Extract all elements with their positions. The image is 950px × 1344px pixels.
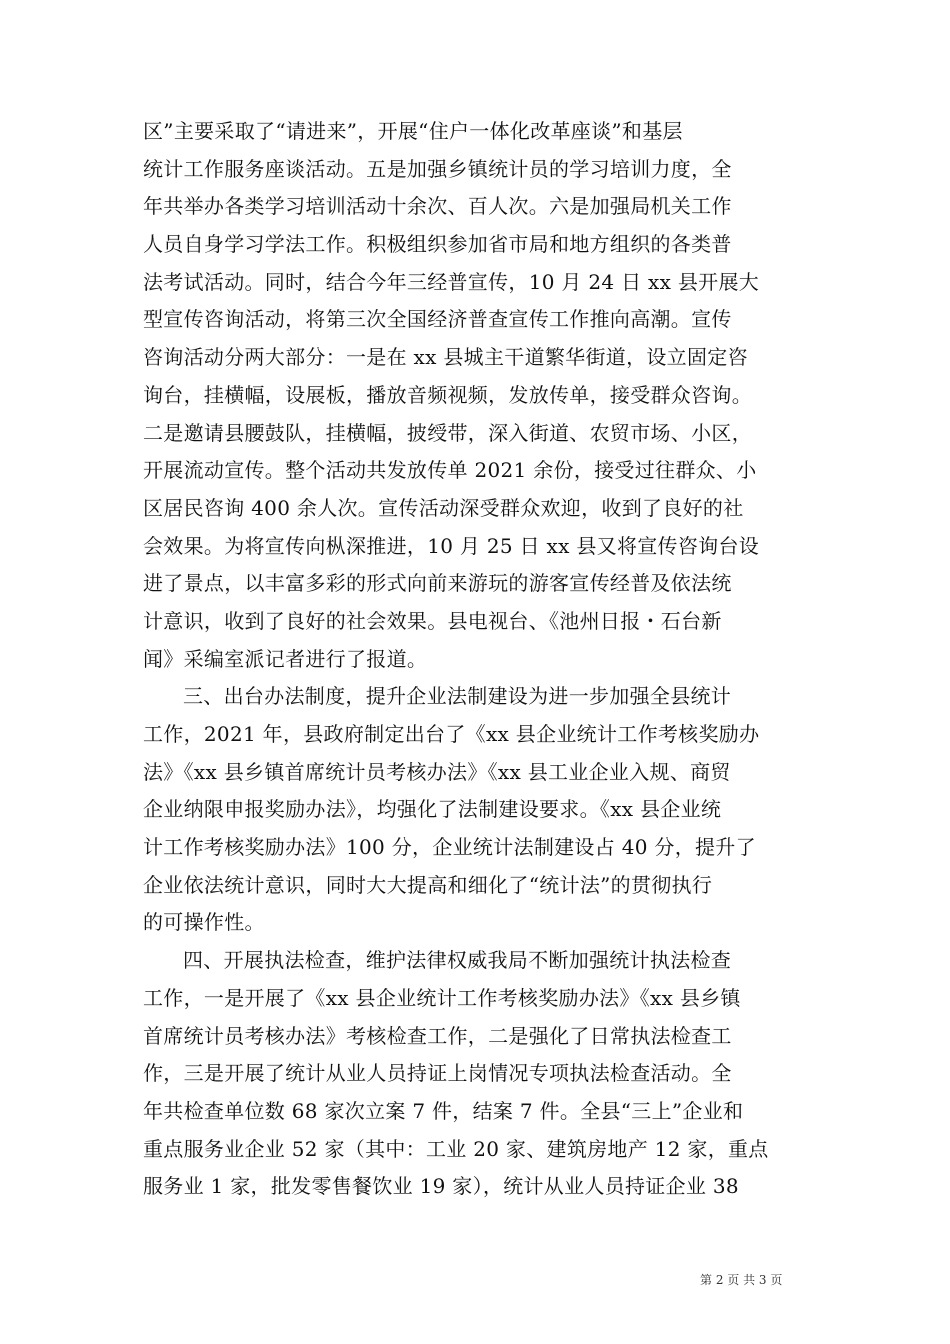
text-line-26: 作，三是开展了统计从业人员持证上岗情况专项执法检查活动。全 (143, 1061, 732, 1086)
text-line-17: 工作，2021 年，县政府制定出台了《xx 县企业统计工作考核奖励办 (143, 722, 760, 746)
text-line-2: 统计工作服务座谈活动。五是加强乡镇统计员的学习培训力度，全 (143, 156, 732, 181)
text-line-18: 法》《xx 县乡镇首席统计员考核办法》《xx 县工业企业入规、商贸 (143, 759, 731, 784)
text-line-20: 计工作考核奖励办法》100 分，企业统计法制建设占 40 分，提升了 (143, 835, 756, 860)
section-heading-four: 四、开展执法检查，维护法律权威我局不断加强统计执法检查 (183, 948, 732, 973)
text-line-14: 计意识，收到了良好的社会效果。县电视台、《池州日报・石台新 (143, 608, 722, 633)
text-line-1: 区”主要采取了“请进来”，开展“住户一体化改革座谈”和基层 (143, 119, 683, 143)
text-line-27: 年共检查单位数 68 家次立案 7 件，结案 7 件。全县“三上”企业和 (143, 1098, 744, 1123)
text-line-10: 开展流动宣传。整个活动共发放传单 2021 余份，接受过往群众、小 (143, 458, 757, 483)
text-line-22: 的可操作性。 (143, 910, 265, 935)
text-line-21: 企业依法统计意识，同时大大提高和细化了“统计法”的贯彻执行 (143, 872, 713, 897)
text-line-9: 二是邀请县腰鼓队，挂横幅，披绶带，深入街道、农贸市场、小区， (143, 420, 752, 445)
text-line-13: 进了景点，以丰富多彩的形式向前来游玩的游客宣传经普及依法统 (143, 571, 732, 596)
text-line-19: 企业纳限申报奖励办法》，均强化了法制建设要求。《xx 县企业统 (143, 797, 722, 822)
page-number-footer: 第 2 页 共 3 页 (700, 1273, 783, 1287)
text-line-28: 重点服务业企业 52 家（其中：工业 20 家、建筑房地产 12 家，重点 (143, 1136, 769, 1161)
section-heading-three: 三、出台办法制度，提升企业法制建设为进一步加强全县统计 (183, 684, 732, 709)
text-line-4: 人员自身学习学法工作。积极组织参加省市局和地方组织的各类普 (143, 232, 732, 257)
text-line-25: 首席统计员考核办法》考核检查工作，二是强化了日常执法检查工 (143, 1023, 732, 1048)
document-body (143, 113, 807, 1206)
text-line-6: 型宣传咨询活动，将第三次全国经济普查宣传工作推向高潮。宣传 (143, 307, 732, 332)
text-line-11: 区居民咨询 400 余人次。宣传活动深受群众欢迎，收到了良好的社 (143, 495, 744, 520)
text-line-5: 法考试活动。同时，结合今年三经普宣传，10 月 24 日 xx 县开展大 (143, 269, 760, 294)
text-line-15: 闻》采编室派记者进行了报道。 (143, 646, 428, 671)
text-line-7: 咨询活动分两大部分：一是在 xx 县城主干道繁华街道，设立固定咨 (143, 345, 748, 370)
text-line-29: 服务业 1 家，批发零售餐饮业 19 家），统计从业人员持证企业 38 (143, 1174, 739, 1199)
text-line-12: 会效果。为将宣传向枞深推进，10 月 25 日 xx 县又将宣传咨询台设 (143, 533, 760, 558)
text-line-24: 工作，一是开展了《xx 县企业统计工作考核奖励办法》《xx 县乡镇 (143, 985, 741, 1010)
text-line-8: 询台，挂横幅，设展板，播放音频视频，发放传单，接受群众咨询。 (143, 382, 752, 407)
text-line-3: 年共举办各类学习培训活动十余次、百人次。六是加强局机关工作 (143, 194, 732, 219)
